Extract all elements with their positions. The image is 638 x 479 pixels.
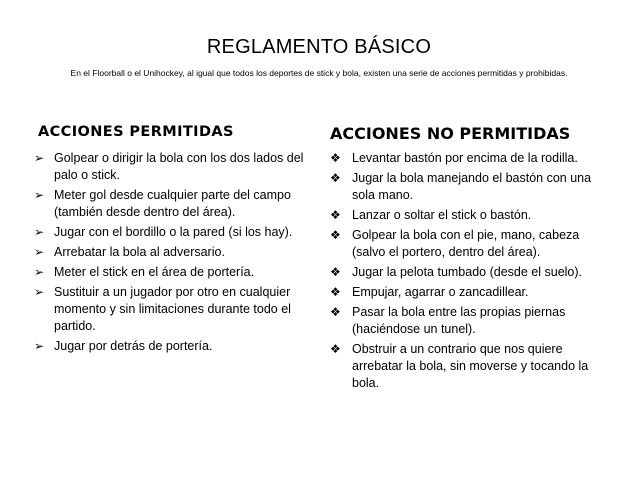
list-item-text: Obstruir a un contrario que nos quiere arrebatar la bola, sin moverse y tocando la bola. (352, 342, 589, 390)
list-item-text: Golpear o dirigir la bola con los dos lados del palo o stick. (54, 151, 304, 182)
list-item-text: Jugar por detrás de portería. (54, 339, 213, 353)
list-item-text: Sustituir a un jugador por otro en cualquier momento y sin limitaciones durante todo el partido. (54, 285, 291, 333)
arrowhead-bullet-icon: ➢ (34, 188, 45, 202)
list-item (34, 264, 318, 281)
diamond-bullet-icon: ❖ (330, 151, 341, 165)
allowed-actions-column (36, 124, 318, 358)
forbidden-actions-column (330, 124, 612, 395)
list-item-text: Meter el stick en el área de portería. (54, 265, 255, 279)
list-item (330, 284, 612, 301)
list-item-text: Lanzar o soltar el stick o bastón. (352, 208, 532, 222)
list-item-text: Levantar bastón por encima de la rodilla. (352, 151, 578, 165)
diamond-bullet-icon: ❖ (330, 305, 341, 319)
list-item-text: Jugar con el bordillo o la pared (si los hay). (54, 225, 293, 239)
list-item (330, 207, 612, 224)
diamond-bullet-icon: ❖ (330, 171, 341, 185)
diamond-bullet-icon: ❖ (330, 228, 341, 242)
diamond-bullet-icon: ❖ (330, 342, 341, 356)
list-item (330, 170, 612, 204)
page-title: REGLAMENTO BÁSICO (206, 36, 432, 58)
list-item (330, 304, 612, 338)
list-item (330, 341, 612, 392)
diamond-bullet-icon: ❖ (330, 208, 341, 222)
list-item (330, 264, 612, 281)
list-item-text: Empujar, agarrar o zancadillear. (352, 285, 529, 299)
arrowhead-bullet-icon: ➢ (34, 245, 45, 259)
list-item-text: Jugar la pelota tumbado (desde el suelo). (352, 265, 583, 279)
list-item-text: Meter gol desde cualquier parte del campo (también desde dentro del área). (54, 188, 291, 219)
list-item (34, 284, 318, 335)
forbidden-actions-list (330, 150, 612, 392)
arrowhead-bullet-icon: ➢ (34, 265, 45, 279)
list-item (330, 227, 612, 261)
diamond-bullet-icon: ❖ (330, 265, 341, 279)
arrowhead-bullet-icon: ➢ (34, 339, 45, 353)
list-item (34, 150, 318, 184)
allowed-actions-list (36, 150, 318, 355)
diamond-bullet-icon: ❖ (330, 285, 341, 299)
forbidden-actions-heading: ACCIONES NO PERMITIDAS (330, 124, 571, 143)
arrowhead-bullet-icon: ➢ (34, 151, 45, 165)
page-subtitle: En el Floorball o el Unihockey, al igual que todos los deportes de stick y bola, existen una serie de acciones permitidas y prohibidas. (70, 68, 568, 78)
list-item (330, 150, 612, 167)
list-item-text: Pasar la bola entre las propias piernas (haciéndose un tunel). (352, 305, 566, 336)
list-item (34, 187, 318, 221)
arrowhead-bullet-icon: ➢ (34, 225, 45, 239)
list-item-text: Golpear la bola con el pie, mano, cabeza (salvo el portero, dentro del área). (352, 228, 580, 259)
list-item (34, 244, 318, 261)
list-item-text: Jugar la bola manejando el bastón con una sola mano. (352, 171, 592, 202)
list-item (34, 338, 318, 355)
arrowhead-bullet-icon: ➢ (34, 285, 45, 299)
list-item (34, 224, 318, 241)
list-item-text: Arrebatar la bola al adversario. (54, 245, 225, 259)
allowed-actions-heading: ACCIONES PERMITIDAS (38, 124, 234, 140)
